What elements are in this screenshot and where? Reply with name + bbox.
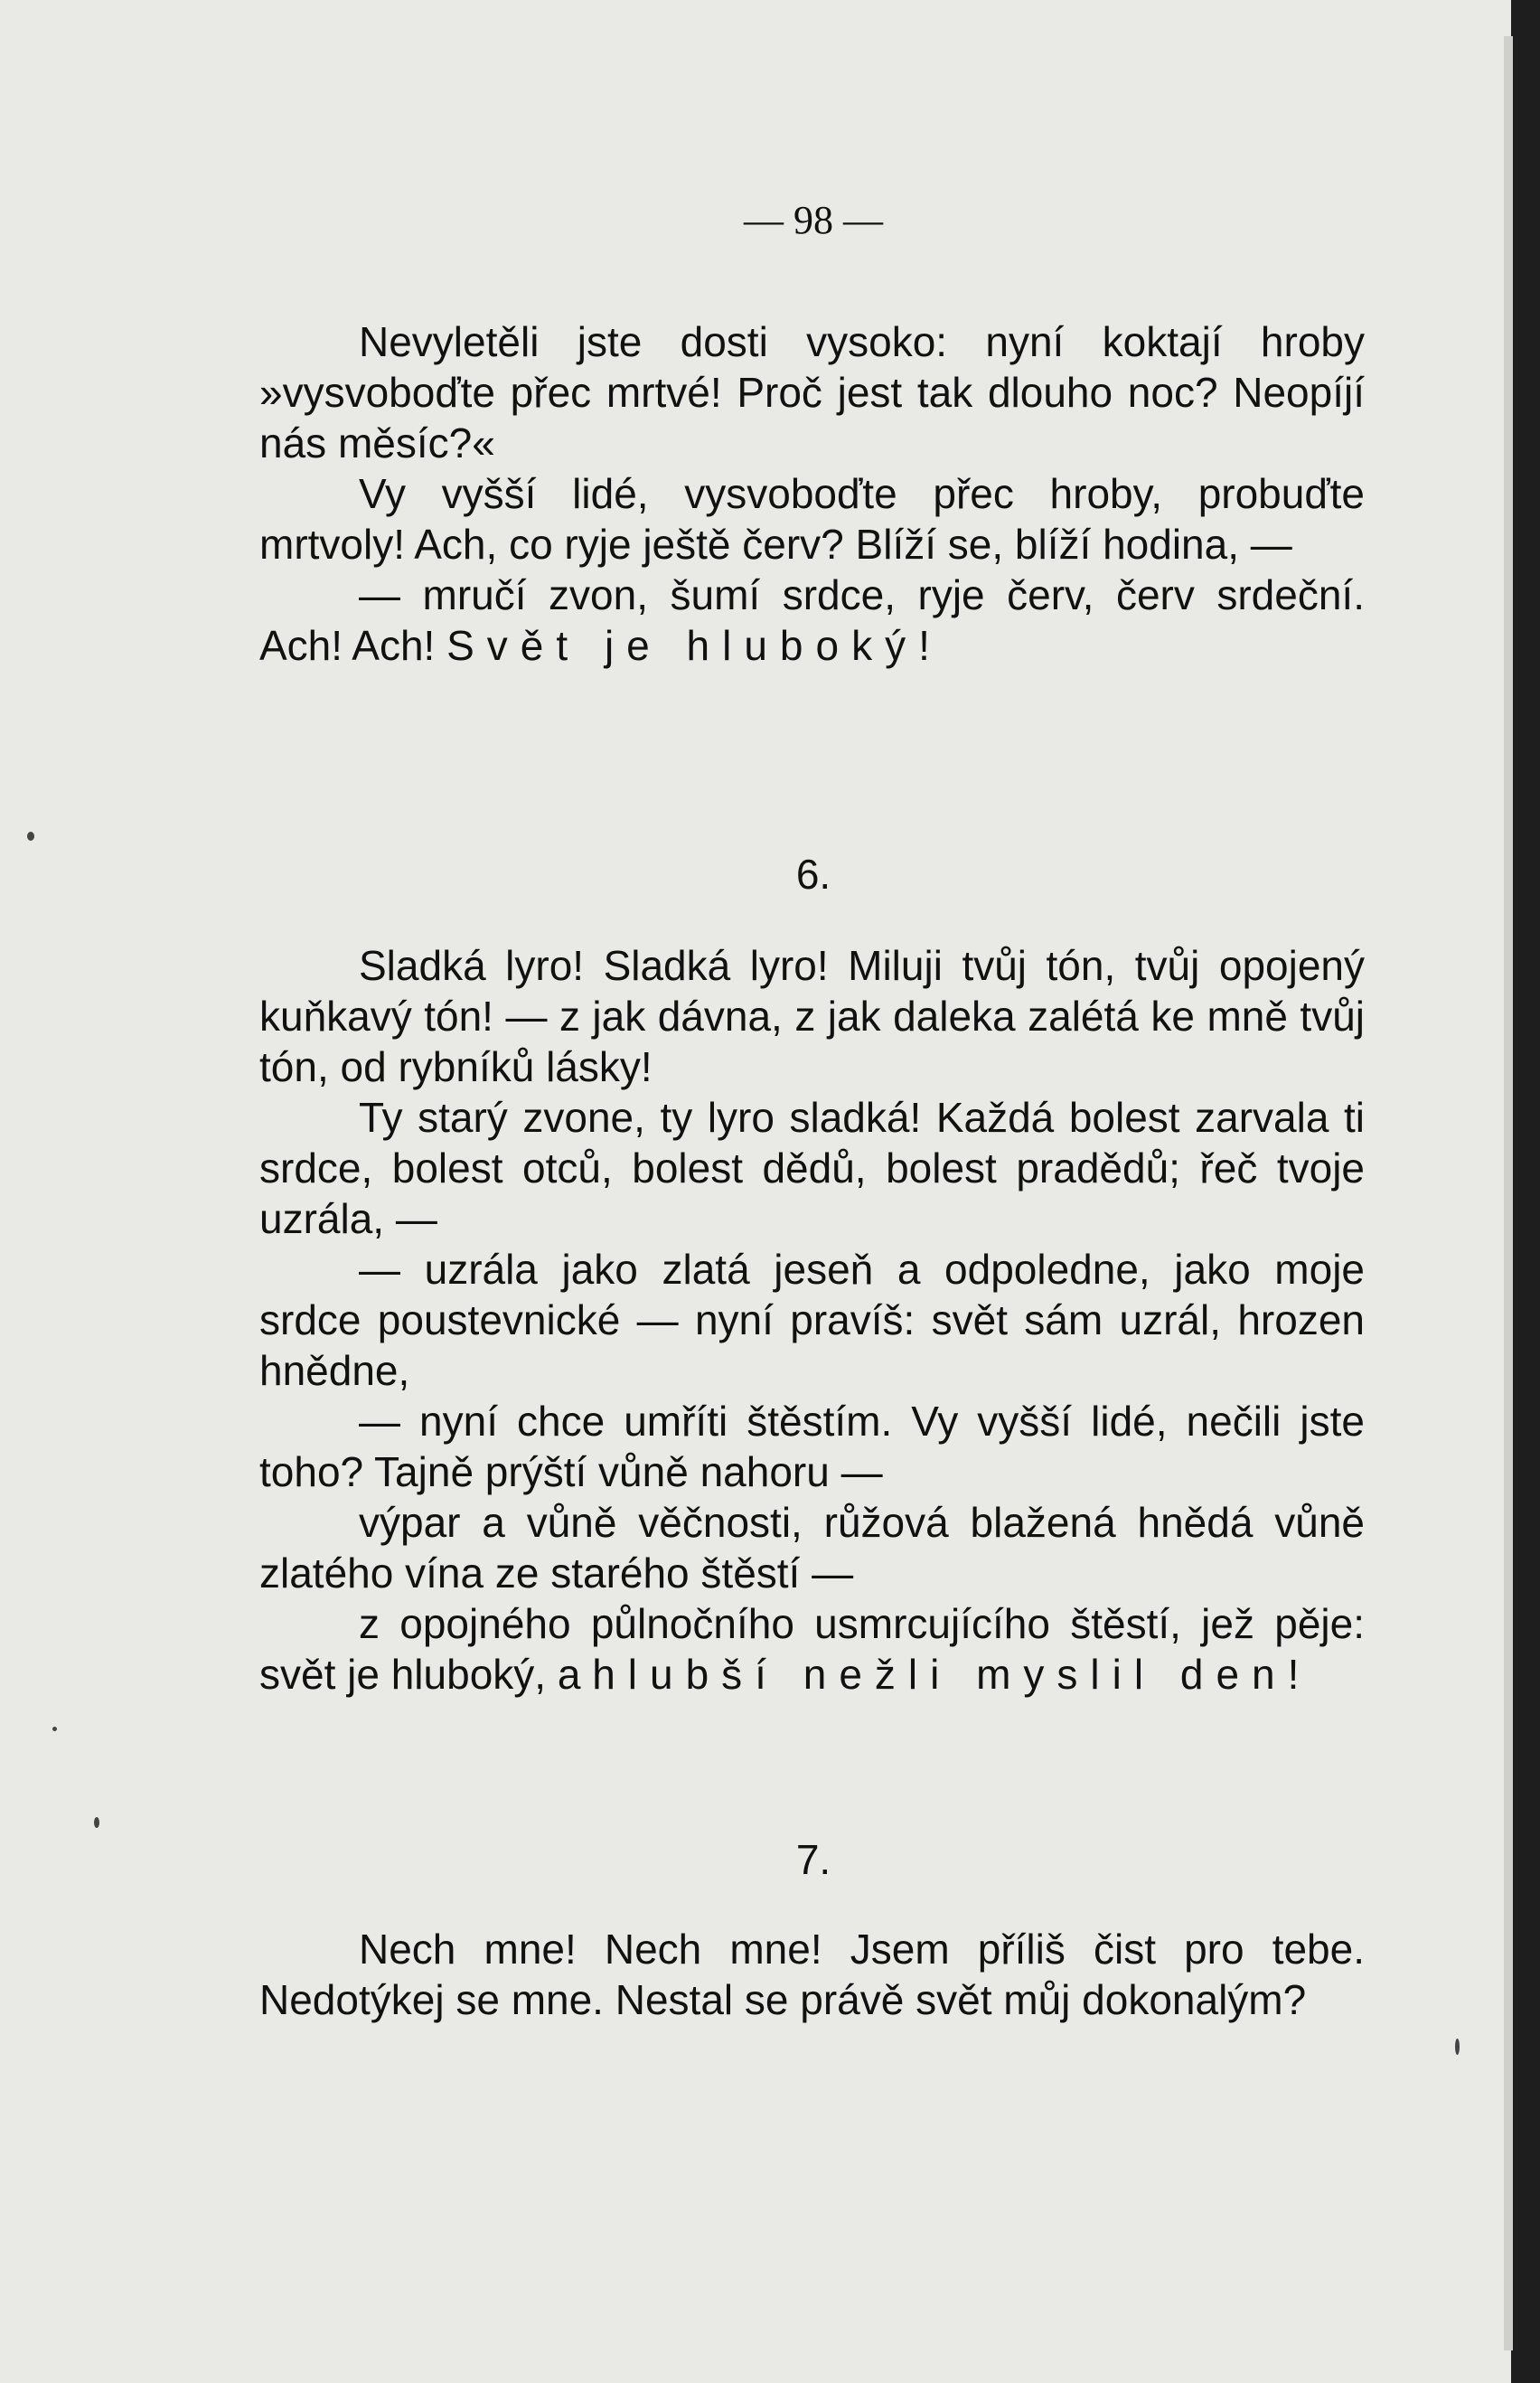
paragraph: Sladká lyro! Sladká lyro! Miluji tvůj tón, tvůj opojený kuňkavý tón! — z jak dávna, z jak daleka zalétá ke mně tvůj tón, od rybníků lásky! xyxy=(259,942,1365,1090)
page-edge xyxy=(1504,36,1513,2350)
paragraph: Vy vyšší lidé, vysvoboďte přec hroby, probuďte mrtvoly! Ach, co ryje ještě červ? Blíží se, blíží hodina, — xyxy=(259,470,1365,568)
paragraph: — uzrála jako zlatá jeseň a odpoledne, jako moje srdce poustevnické — nyní pravíš: svět sám uzrál, hrozen hnědne, xyxy=(259,1246,1365,1394)
paragraph: Nevyletěli jste dosti vysoko: nyní koktají hroby »vysvoboďte přec mrtvé! Proč jest tak dlouho noc? Neopíjí nás měsíc?« xyxy=(259,318,1365,466)
paragraph: — nyní chce umříti štěstím. Vy vyšší lidé, nečili jste toho? Tajně prýští vůně nahoru — xyxy=(259,1398,1365,1495)
section-7-text xyxy=(259,1924,1365,2025)
section-6-text xyxy=(259,940,1365,1700)
paragraph-text: z opojného půlnočního usmrcujícího štěstí, jež pěje: svět je hluboký, a xyxy=(259,1600,1365,1698)
paragraph xyxy=(259,1598,1365,1700)
paper-speck xyxy=(27,832,34,841)
paragraph: Ty starý zvone, ty lyro sladká! Každá bolest zarvala ti srdce, bolest otců, bolest dědů, bolest pradědů; řeč tvoje uzrála, — xyxy=(259,1094,1365,1242)
paper-speck xyxy=(94,1817,99,1828)
spaced-emphasis: Svět je hluboký! xyxy=(446,622,943,669)
section-5-text xyxy=(259,316,1365,671)
paragraph-text: — mručí zvon, šumí srdce, ryje červ, červ srdeční. Ach! Ach! xyxy=(259,571,1365,669)
section-number-6: 6. xyxy=(795,851,831,898)
paragraph: výpar a vůně věčnosti, růžová blažená hnědá vůně zlatého vína ze starého štěstí — xyxy=(259,1499,1365,1597)
section-number-7: 7. xyxy=(795,1836,831,1883)
paper-speck xyxy=(52,1727,57,1731)
spaced-emphasis: hlubší nežli myslil den! xyxy=(592,1651,1312,1698)
paragraph xyxy=(259,570,1365,671)
paragraph: Nech mne! Nech mne! Jsem příliš čist pro tebe. Nedotýkej se mne. Nestal se právě svět můj dokonalým? xyxy=(259,1926,1365,2023)
page-number: — 98 — xyxy=(744,198,883,242)
paper-speck xyxy=(1455,2039,1460,2055)
